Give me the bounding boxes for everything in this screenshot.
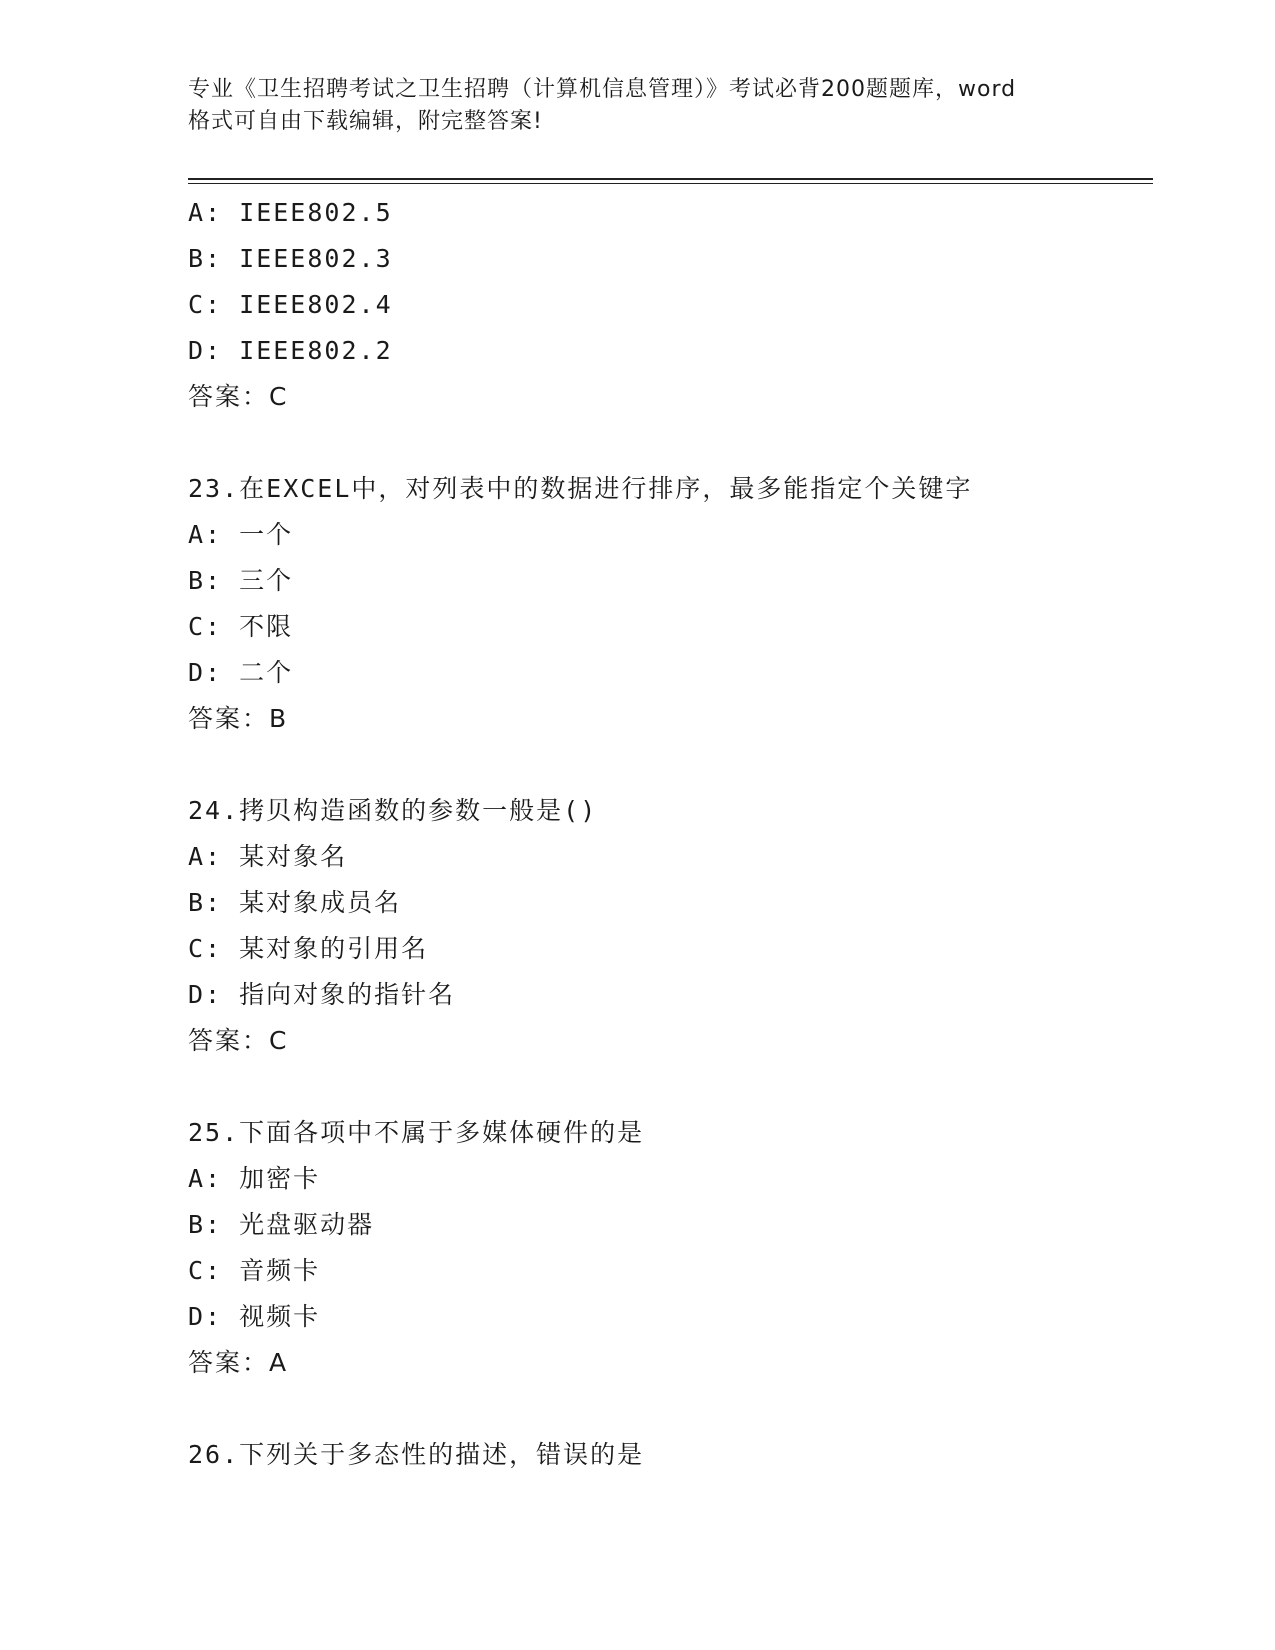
question-block-25 xyxy=(188,1110,1153,1386)
question-block-22 xyxy=(188,190,1153,420)
option-d: D: IEEE802.2 xyxy=(188,336,393,365)
option-c: C: 音频卡 xyxy=(188,1256,321,1285)
question-block-26 xyxy=(188,1432,1153,1478)
option-b: B: IEEE802.3 xyxy=(188,244,393,273)
header-divider-thick xyxy=(188,178,1153,180)
option-d: D: 指向对象的指针名 xyxy=(188,980,456,1009)
header-divider-thin xyxy=(188,183,1153,184)
spacer xyxy=(188,420,1153,466)
question-list xyxy=(188,190,1153,1478)
answer-label: 答案：B xyxy=(188,704,289,733)
question-text: 24.拷贝构造函数的参数一般是() xyxy=(188,796,598,825)
option-c: C: 某对象的引用名 xyxy=(188,934,429,963)
option-c: C: IEEE802.4 xyxy=(188,290,393,319)
option-a: A: 加密卡 xyxy=(188,1164,321,1193)
option-d: D: 二个 xyxy=(188,658,294,687)
option-a: A: 某对象名 xyxy=(188,842,348,871)
option-d: D: 视频卡 xyxy=(188,1302,321,1331)
spacer xyxy=(188,1386,1153,1432)
document-header xyxy=(188,74,1088,138)
question-block-23 xyxy=(188,466,1153,742)
question-block-24 xyxy=(188,788,1153,1064)
document-page xyxy=(188,0,1153,1650)
spacer xyxy=(188,1064,1153,1110)
spacer xyxy=(188,742,1153,788)
answer-label: 答案：A xyxy=(188,1348,289,1377)
option-a: A: IEEE802.5 xyxy=(188,198,393,227)
header-line-2: 格式可自由下载编辑，附完整答案! xyxy=(188,109,543,134)
answer-label: 答案：C xyxy=(188,1026,289,1055)
option-b: B: 某对象成员名 xyxy=(188,888,402,917)
header-line-1: 专业《卫生招聘考试之卫生招聘（计算机信息管理）》考试必背200题题库，word xyxy=(188,77,1017,102)
option-a: A: 一个 xyxy=(188,520,294,549)
option-c: C: 不限 xyxy=(188,612,294,641)
question-text: 25.下面各项中不属于多媒体硬件的是 xyxy=(188,1118,645,1147)
question-text: 26.下列关于多态性的描述，错误的是 xyxy=(188,1440,645,1469)
question-text: 23.在EXCEL中，对列表中的数据进行排序，最多能指定个关键字 xyxy=(188,474,973,503)
option-b: B: 三个 xyxy=(188,566,294,595)
option-b: B: 光盘驱动器 xyxy=(188,1210,375,1239)
answer-label: 答案：C xyxy=(188,382,289,411)
